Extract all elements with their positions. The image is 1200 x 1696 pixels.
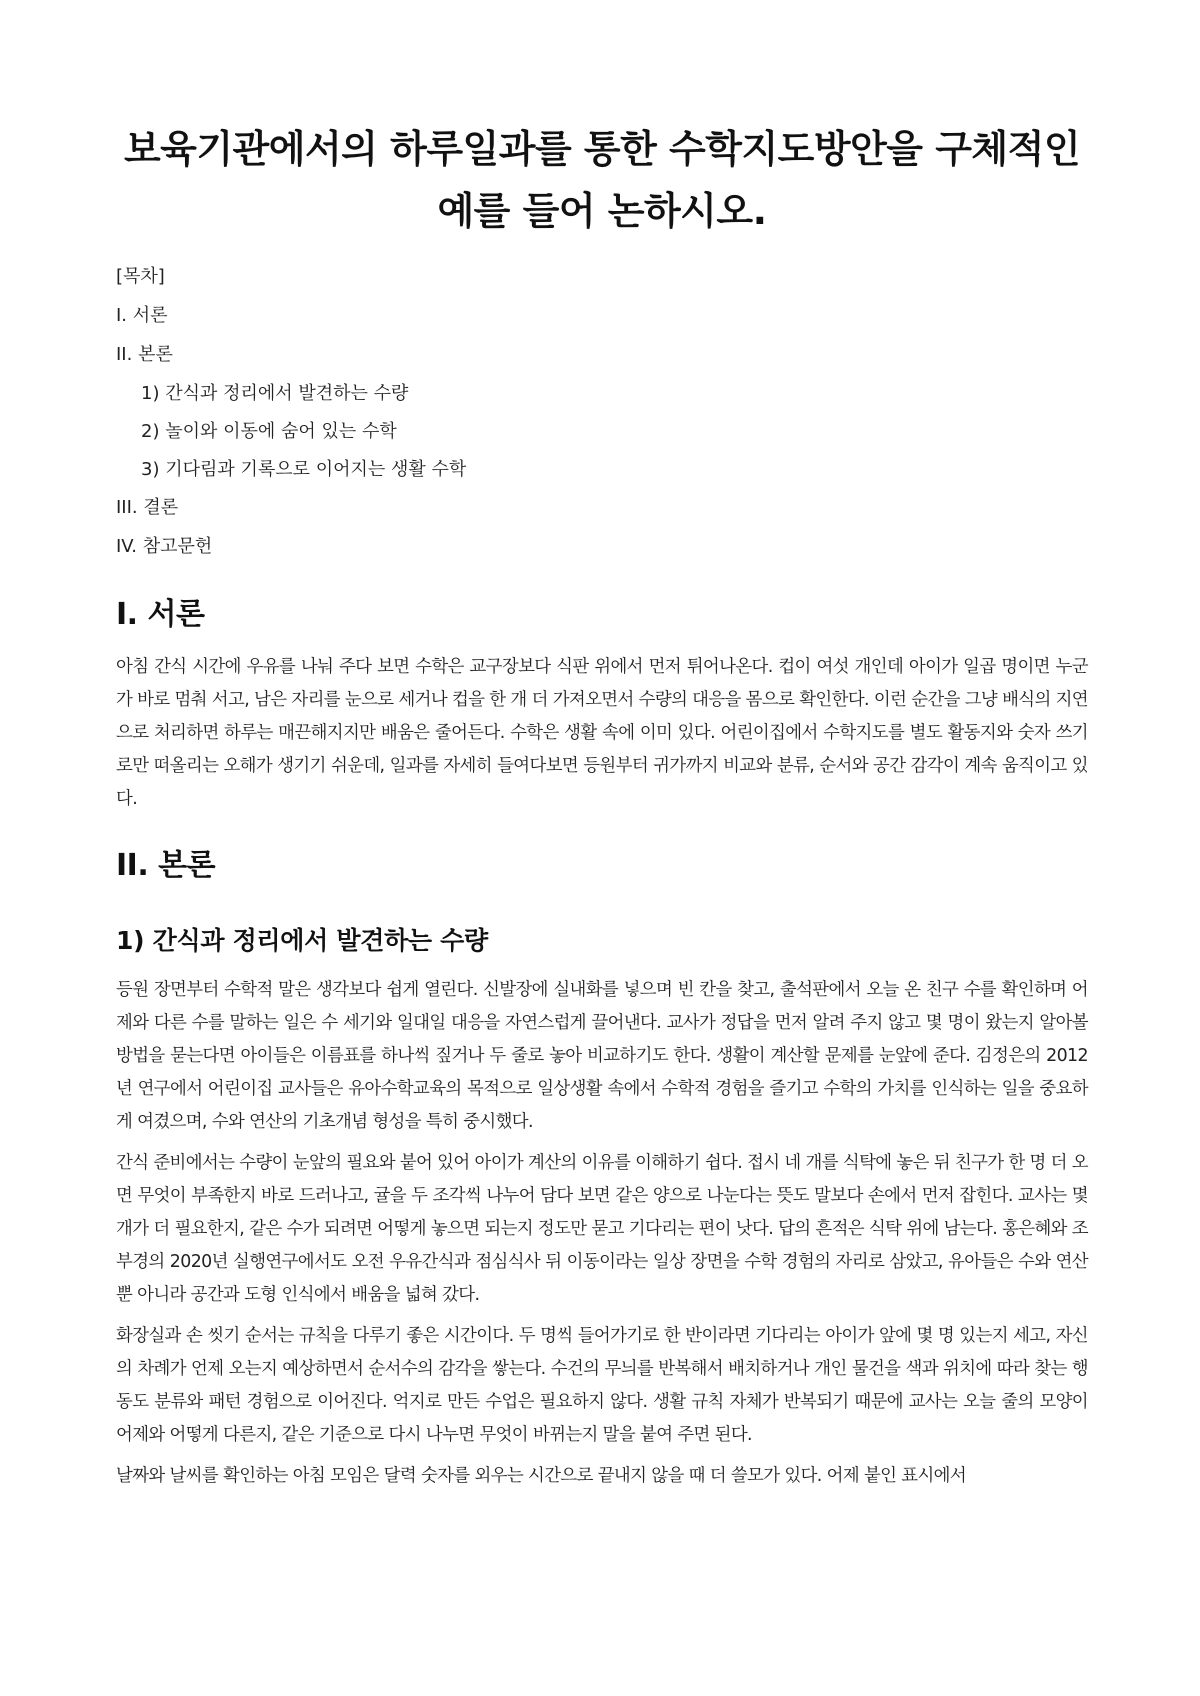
subsection-1-heading: 1) 간식과 정리에서 발견하는 수량 xyxy=(116,926,488,955)
toc-item-body: II. 본론 xyxy=(116,344,173,365)
document-title: 보육기관에서의 하루일과를 통한 수학지도방안을 구체적인 예를 들어 논하시오. xyxy=(123,127,1081,233)
body-paragraph: 등원 장면부터 수학적 말은 생각보다 쉽게 열린다. 신발장에 실내화를 넣으며 빈 칸을 찾고, 출석판에서 오늘 온 친구 수를 확인하며 어제와 다른 수를 말하는 일은 수 세기와 일대일 대응을 자연스럽게 끌어낸다. 교사가 정답을 먼저 알려 주지 않고 몇 명이 왔는지 알아볼 방법을 묻는다면 아이들은 이름표를 하나씩 짚거나 두 줄로 놓아 비교하기도 한다. 생활이 계산할 문제를 눈앞에 준다. 김정은의 2012년 연구에서 어린이집 교사들은 유아수학교육의 목적으로 일상생활 속에서 수학적 경험을 즐기고 수학의 가치를 인식하는 일을 중요하게 여겼으며, 수와 연산의 기초개념 형성을 특히 중시했다. xyxy=(116,980,1088,1132)
toc-item-body-2: 2) 놀이와 이동에 숨어 있는 수학 xyxy=(141,421,397,442)
intro-paragraph: 아침 간식 시간에 우유를 나눠 주다 보면 수학은 교구장보다 식판 위에서 먼저 튀어나온다. 컵이 여섯 개인데 아이가 일곱 명이면 누군가 바로 멈춰 서고, 남은 자리를 눈으로 세거나 컵을 한 개 더 가져오면서 수량의 대응을 몸으로 확인한다. 이런 순간을 그냥 배식의 지연으로 처리하면 하루는 매끈해지지만 배움은 줄어든다. 수학은 생활 속에 이미 있다. 어린이집에서 수학지도를 별도 활동지와 숫자 쓰기로만 떠올리는 오해가 생기기 쉬운데, 일과를 자세히 들여다보면 등원부터 귀가까지 비교와 분류, 순서와 공간 감각이 계속 움직이고 있다. xyxy=(116,657,1088,809)
toc-item-intro: I. 서론 xyxy=(116,305,168,326)
toc-item-conclusion: III. 결론 xyxy=(116,497,179,518)
intro-heading: I. 서론 xyxy=(116,597,205,632)
body-heading: II. 본론 xyxy=(116,848,216,883)
body-paragraph: 날짜와 날씨를 확인하는 아침 모임은 달력 숫자를 외우는 시간으로 끝내지 않을 때 더 쓸모가 있다. 어제 붙인 표시에서 xyxy=(116,1466,967,1486)
toc-item-body-3: 3) 기다림과 기록으로 이어지는 생활 수학 xyxy=(141,459,467,480)
toc-heading: [목차] xyxy=(116,266,165,287)
body-paragraph: 화장실과 손 씻기 순서는 규칙을 다루기 좋은 시간이다. 두 명씩 들어가기로 한 반이라면 기다리는 아이가 앞에 몇 명 있는지 세고, 자신의 차례가 언제 오는지 예상하면서 순서수의 감각을 쌓는다. 수건의 무늬를 반복해서 배치하거나 개인 물건을 색과 위치에 따라 찾는 행동도 분류와 패턴 경험으로 이어진다. 억지로 만든 수업은 필요하지 않다. 생활 규칙 자체가 반복되기 때문에 교사는 오늘 줄의 모양이 어제와 어떻게 다른지, 같은 기준으로 다시 나누면 무엇이 바뀌는지 말을 붙여 주면 된다. xyxy=(116,1326,1088,1445)
toc-item-references: IV. 참고문헌 xyxy=(116,536,213,557)
body-paragraph: 간식 준비에서는 수량이 눈앞의 필요와 붙어 있어 아이가 계산의 이유를 이해하기 쉽다. 접시 네 개를 식탁에 놓은 뒤 친구가 한 명 더 오면 무엇이 부족한지 바로 드러나고, 귤을 두 조각씩 나누어 담다 보면 같은 양으로 나눈다는 뜻도 말보다 손에서 먼저 잡힌다. 교사는 몇 개가 더 필요한지, 같은 수가 되려면 어떻게 놓으면 되는지 정도만 묻고 기다리는 편이 낫다. 답의 흔적은 식탁 위에 남는다. 홍은혜와 조부경의 2020년 실행연구에서도 오전 우유간식과 점심식사 뒤 이동이라는 일상 장면을 수학 경험의 자리로 삼았고, 유아들은 수와 연산뿐 아니라 공간과 도형 인식에서 배움을 넓혀 갔다. xyxy=(116,1153,1088,1305)
table-of-contents xyxy=(116,264,1088,559)
toc-item-body-1: 1) 간식과 정리에서 발견하는 수량 xyxy=(141,383,409,404)
